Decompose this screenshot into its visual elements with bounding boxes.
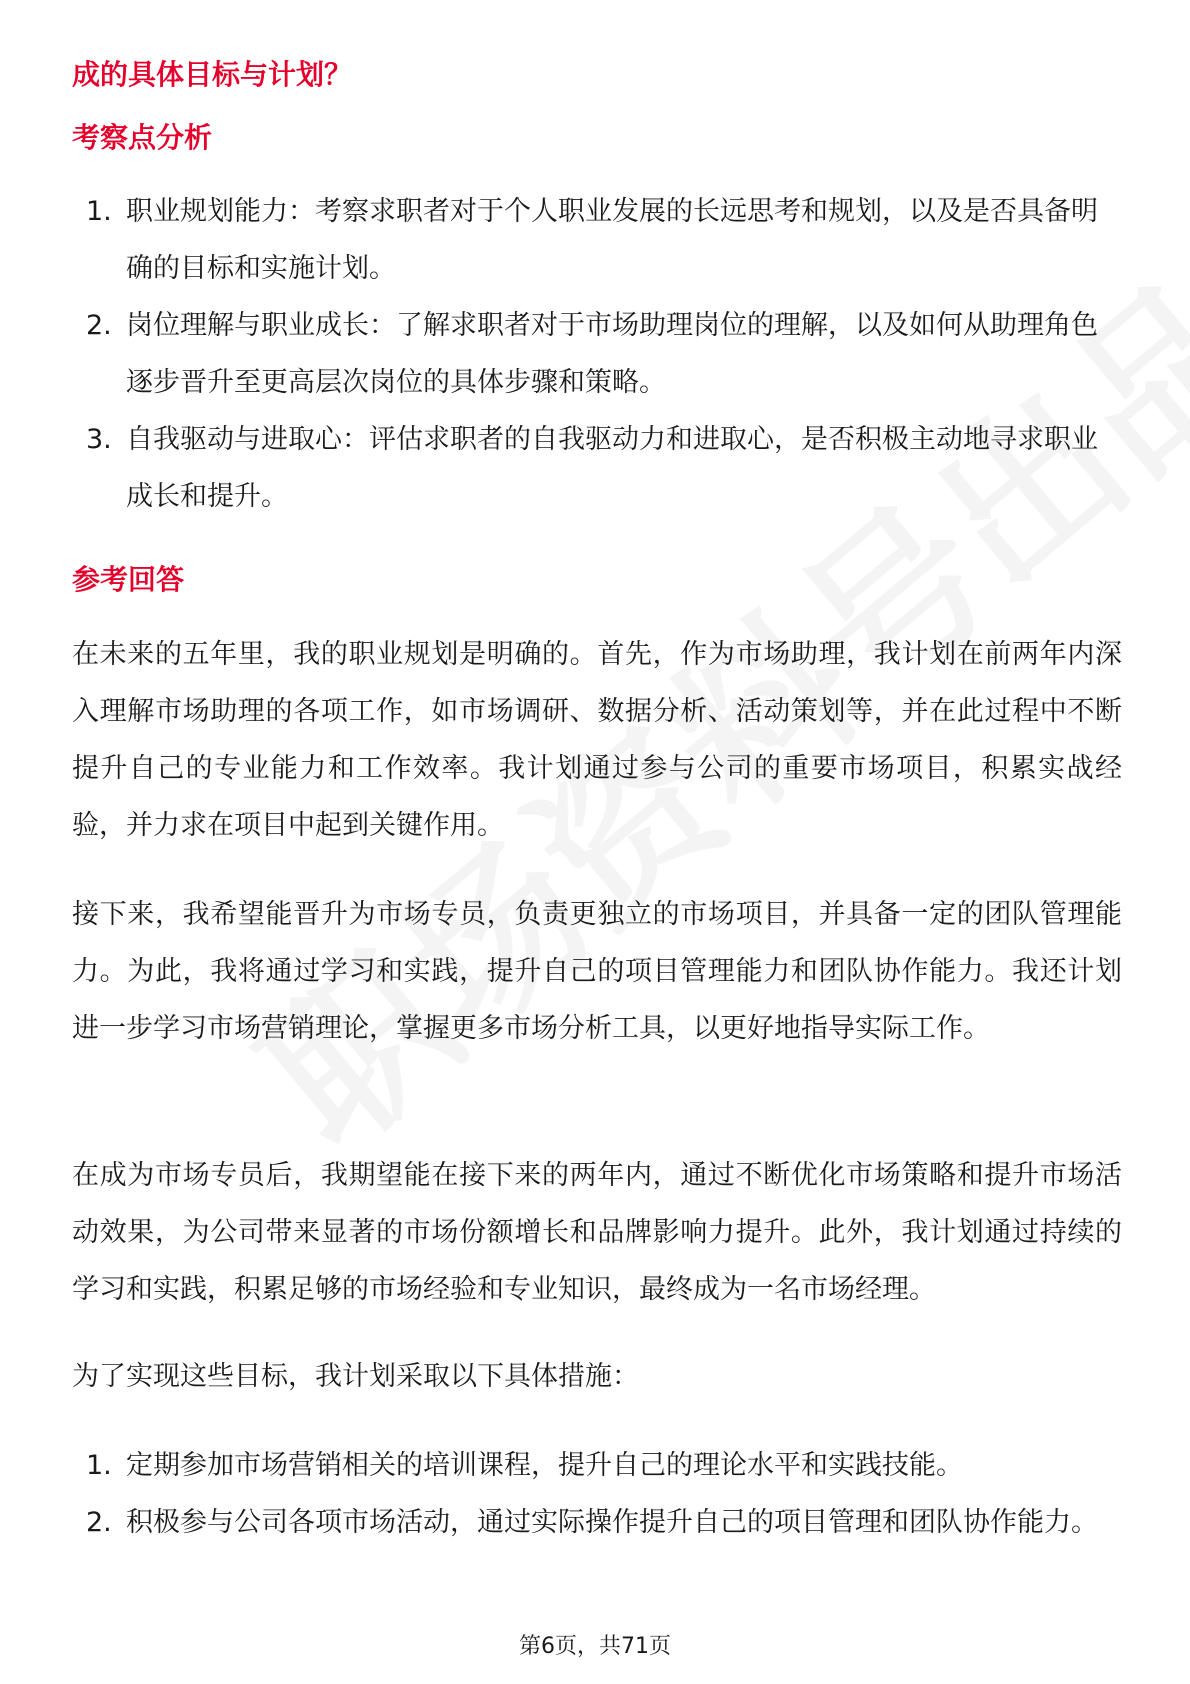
list-text: 积极参与公司各项市场活动，通过实际操作提升自己的项目管理和团队协作能力。 (126, 1507, 1098, 1538)
list-text: 定期参加市场营销相关的培训课程，提升自己的理论水平和实践技能。 (126, 1450, 963, 1481)
list-number: 2. (86, 310, 112, 341)
question-tail: 成的具体目标与计划？ (72, 58, 353, 91)
page-footer: 第6页，共71页 (519, 1634, 671, 1659)
list-text: 自我驱动与进取心：评估求职者的自我驱动力和进取心，是否积极主动地寻求职业成长和提升。 (126, 424, 1098, 512)
answer-paragraph: 接下来，我希望能晋升为市场专员，负责更独立的市场项目，并具备一定的团队管理能力。为此，我将通过学习和实践，提升自己的项目管理能力和团队协作能力。我还计划进一步学习市场营销理论，掌握更多市场分析工具，以更好地指导实际工作。 (72, 899, 1122, 1044)
list-number: 1. (86, 196, 112, 227)
list-item (0, 297, 1190, 411)
list-text: 岗位理解与职业成长：了解求职者对于市场助理岗位的理解，以及如何从助理角色逐步晋升至更高层次岗位的具体步骤和策略。 (126, 310, 1098, 398)
analysis-list (0, 183, 1190, 525)
list-number: 1. (86, 1450, 112, 1481)
list-number: 3. (86, 424, 112, 455)
list-item (0, 411, 1190, 525)
answer-paragraph: 在未来的五年里，我的职业规划是明确的。首先，作为市场助理，我计划在前两年内深入理解市场助理的各项工作，如市场调研、数据分析、活动策划等，并在此过程中不断提升自己的专业能力和工作效率。我计划通过参与公司的重要市场项目，积累实战经验，并力求在项目中起到关键作用。 (72, 639, 1122, 841)
measures-list (0, 1437, 1190, 1551)
analysis-heading: 考察点分析 (72, 121, 213, 154)
list-item (0, 1437, 1190, 1494)
list-number: 2. (86, 1507, 112, 1538)
list-text: 职业规划能力：考察求职者对于个人职业发展的长远思考和规划，以及是否具备明确的目标和实施计划。 (126, 196, 1098, 284)
list-item (0, 183, 1190, 297)
answer-paragraph: 在成为市场专员后，我期望能在接下来的两年内，通过不断优化市场策略和提升市场活动效果，为公司带来显著的市场份额增长和品牌影响力提升。此外，我计划通过持续的学习和实践，积累足够的市场经验和专业知识，最终成为一名市场经理。 (72, 1160, 1122, 1305)
answer-paragraph: 为了实现这些目标，我计划采取以下具体措施： (72, 1361, 639, 1392)
answer-heading: 参考回答 (72, 563, 185, 596)
list-item (0, 1494, 1190, 1551)
